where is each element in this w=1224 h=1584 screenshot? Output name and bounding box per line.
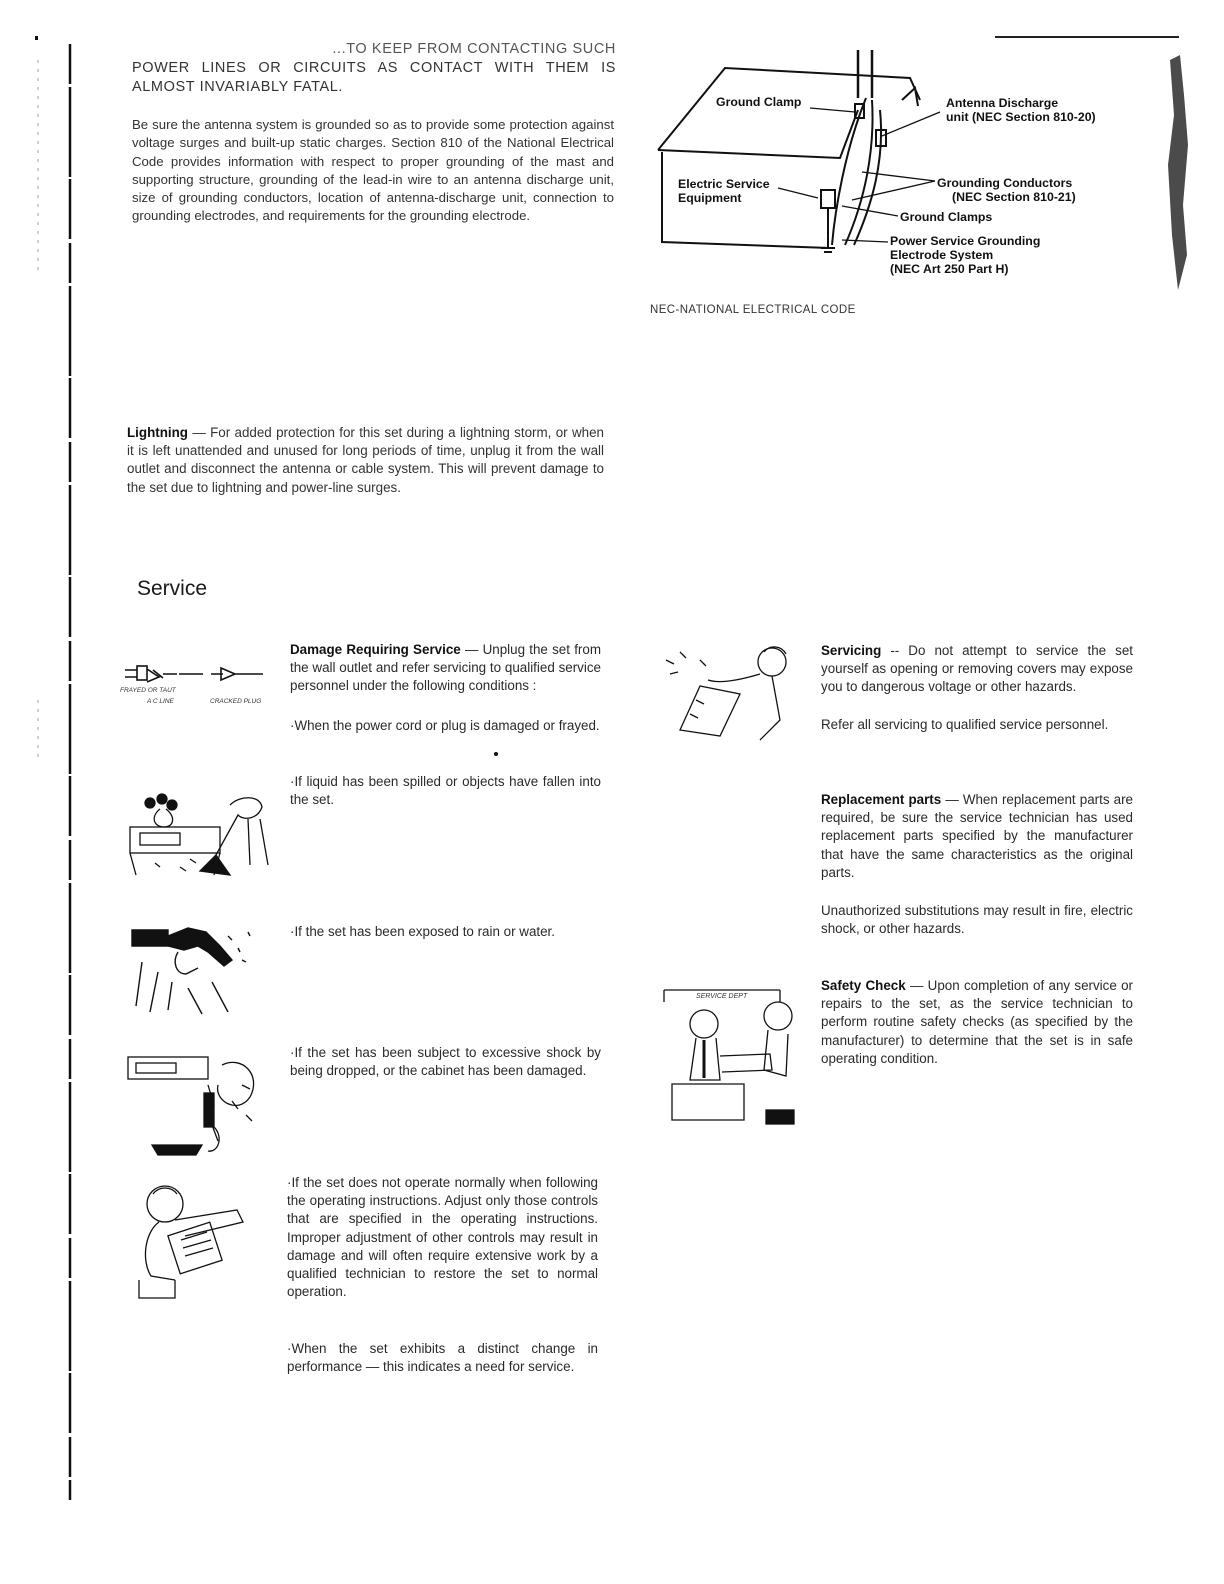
cord-drawing bbox=[115, 660, 285, 700]
grounding-paragraph: Be sure the antenna system is grounded so as to provide some protection against voltage surges and built-up static charges. Section 810 of the National Electrical Code provides information with respect to proper grounding of the mast and supporting structure, grounding of the lead-in wire to an antenna discharge unit, size of grounding conductors, location of antenna-discharge unit, connection to grounding electrodes, and requirements for the grounding electrode. bbox=[132, 117, 614, 224]
antenna-grounding-diagram bbox=[640, 40, 1140, 285]
stray-dot bbox=[494, 752, 498, 756]
lightning-text: — For added protection for this set during a lightning storm, or when it is left unattended and unused for long periods of time, unplug it from the wall outlet and disconnect the antenna or cable system. This will prevent damage to the set due to lightning and power-line surges. bbox=[127, 425, 604, 495]
dropped-set-illustration bbox=[122, 1045, 282, 1165]
top-warning-line3: ALMOST INVARIABLY FATAL. bbox=[132, 79, 344, 95]
safety-title: Safety Check bbox=[821, 978, 906, 993]
replacement-title: Replacement parts bbox=[821, 792, 942, 807]
liquid-spill-illustration bbox=[120, 775, 280, 885]
label-electric-service-1: Electric Service bbox=[678, 177, 770, 191]
label-electric-service-2: Equipment bbox=[678, 191, 742, 205]
replacement-text: — When replacement parts are required, be sure the service technician has used replacement parts specified by the manufacturer that have the same characteristics as the original parts. bbox=[821, 792, 1133, 880]
safety-check-illustration bbox=[660, 980, 810, 1130]
replacement-paragraph bbox=[821, 791, 1133, 882]
label-grounding-conductors-1: Grounding Conductors bbox=[937, 176, 1073, 190]
note-frayed-2: A C LINE bbox=[147, 698, 174, 705]
label-power-service-2: Electrode System bbox=[890, 248, 994, 262]
cond-performance: ·When the set exhibits a distinct change in performance — this indicates a need for service. bbox=[287, 1341, 598, 1375]
servicing-refer: Refer all servicing to qualified service personnel. bbox=[821, 717, 1109, 732]
lightning-title: Lightning bbox=[127, 425, 188, 440]
label-antenna-discharge-2: unit (NEC Section 810-20) bbox=[946, 110, 1096, 124]
label-ground-clamps: Ground Clamps bbox=[900, 210, 993, 224]
label-ground-clamp: Ground Clamp bbox=[716, 95, 802, 109]
damage-title: Damage Requiring Service bbox=[290, 642, 461, 657]
rain-illustration bbox=[128, 922, 288, 1017]
top-warning bbox=[132, 40, 616, 97]
top-warning-line2: POWER LINES OR CIRCUITS AS CONTACT WITH THEM IS bbox=[132, 60, 616, 76]
top-warning-line1: ...TO KEEP FROM CONTACTING SUCH bbox=[332, 41, 616, 57]
label-power-service-3: (NEC Art 250 Part H) bbox=[890, 262, 1009, 276]
note-frayed-1: FRAYED OR TAUT bbox=[120, 687, 176, 694]
note-cracked: CRACKED PLUG bbox=[210, 698, 262, 705]
controls-illustration bbox=[115, 1180, 275, 1305]
lightning-paragraph bbox=[127, 424, 604, 497]
servicing-title: Servicing bbox=[821, 643, 882, 658]
cond-rain: ·If the set has been exposed to rain or water. bbox=[290, 924, 555, 939]
scan-smudge bbox=[1150, 55, 1210, 295]
service-heading: Service bbox=[137, 577, 208, 600]
diagram-caption: NEC-NATIONAL ELECTRICAL CODE bbox=[650, 304, 856, 316]
cond-liquid: ·If liquid has been spilled or objects have fallen into the set. bbox=[290, 774, 601, 808]
servicing-paragraph bbox=[821, 642, 1133, 697]
replacement-unauthorized: Unauthorized substitutions may result in fire, electric shock, or other hazards. bbox=[821, 903, 1133, 937]
top-rule bbox=[995, 36, 1179, 38]
note-service-dept: SERVICE DEPT bbox=[696, 993, 748, 1000]
cond-dropped: ·If the set has been subject to excessive shock by being dropped, or the cabinet has been damaged. bbox=[290, 1045, 601, 1079]
damage-intro bbox=[290, 641, 601, 696]
margin-line bbox=[0, 0, 80, 1584]
damage-intro-text: — Unplug the set from the wall outlet and refer servicing to qualified service personnel under the following conditions : bbox=[290, 642, 601, 694]
servicing-text: -- Do not attempt to service the set yourself as opening or removing covers may expose you to dangerous voltage or other hazards. bbox=[821, 643, 1133, 695]
safety-paragraph bbox=[821, 977, 1133, 1068]
label-grounding-conductors-2: (NEC Section 810-21) bbox=[952, 190, 1076, 204]
cond-power-cord: ·When the power cord or plug is damaged or frayed. bbox=[290, 718, 600, 733]
label-antenna-discharge-1: Antenna Discharge bbox=[946, 96, 1059, 110]
cond-not-operating: ·If the set does not operate normally when following the operating instructions. Adjust only those controls that are specified in the operating instructions. Improper adjustment of other controls may result in damage and will often require extensive work by a qualified technician to restore the set to normal operation. bbox=[287, 1175, 598, 1300]
servicing-illustration bbox=[660, 640, 810, 750]
safety-text: — Upon completion of any service or repairs to the set, as the service technician to perform routine safety checks (as specified by the manufacturer) to determine that the set is in safe operating condition. bbox=[821, 978, 1134, 1066]
safety-drawing bbox=[660, 980, 810, 1130]
label-power-service-1: Power Service Grounding bbox=[890, 234, 1041, 248]
frayed-cord-illustration bbox=[115, 660, 285, 720]
